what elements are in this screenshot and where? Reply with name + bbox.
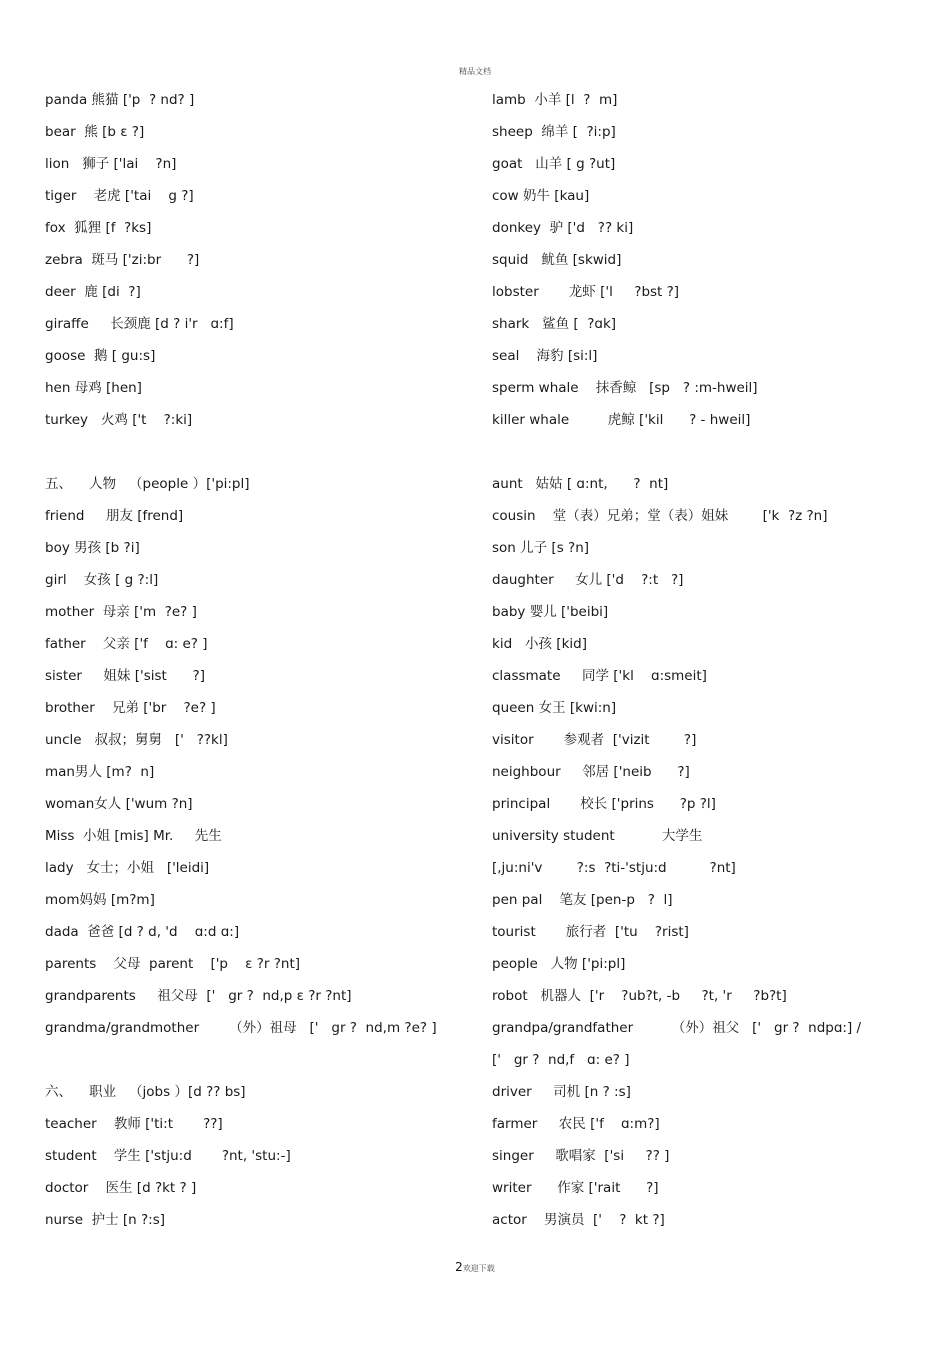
vocab-entry: fox 狐狸 [f ?ks] bbox=[45, 220, 152, 236]
vocab-entry: grandma/grandmother （外）祖母 [' gr ? nd,m ?e? ] bbox=[45, 1020, 437, 1036]
vocab-entry: Miss 小姐 [mis] Mr. 先生 bbox=[45, 828, 222, 844]
vocab-entry: mother 母亲 ['m ?e? ] bbox=[45, 604, 197, 620]
vocab-entry: sheep 绵羊 [ ?i:p] bbox=[492, 124, 616, 140]
vocab-entry: grandparents 祖父母 [' gr ? nd,p ε ?r ?nt] bbox=[45, 988, 352, 1004]
vocab-entry: lion 狮子 ['lai ?n] bbox=[45, 156, 177, 172]
vocab-entry: panda 熊猫 ['p ? nd? ] bbox=[45, 92, 195, 108]
vocab-entry: tourist 旅行者 ['tu ?rist] bbox=[492, 924, 689, 940]
vocab-entry: principal 校长 ['prins ?p ?l] bbox=[492, 796, 716, 812]
vocab-entry bbox=[45, 1048, 465, 1080]
vocab-entry: friend 朋友 [frend] bbox=[45, 508, 184, 524]
vocab-entry: robot 机器人 ['r ?ub?t, -b ?t, 'r ?b?t] bbox=[492, 988, 787, 1004]
vocab-entry: sister 姐妹 ['sist ?] bbox=[45, 668, 205, 684]
vocab-entry: goose 鹅 [ gu:s] bbox=[45, 348, 156, 364]
vocab-entry: kid 小孩 [kid] bbox=[492, 636, 587, 652]
page-number: 2 bbox=[455, 1260, 463, 1274]
vocab-entry: driver 司机 [n ? :s] bbox=[492, 1084, 631, 1100]
vocab-entry: bear 熊 [b ε ?] bbox=[45, 124, 145, 140]
vocab-entry: squid 鱿鱼 [skwid] bbox=[492, 252, 622, 268]
vocab-entry: singer 歌唱家 ['si ?? ] bbox=[492, 1148, 670, 1164]
vocab-entry: actor 男演员 [' ? kt ?] bbox=[492, 1212, 665, 1228]
vocab-entry: deer 鹿 [di ?] bbox=[45, 284, 141, 300]
vocab-entry: woman女人 ['wum ?n] bbox=[45, 796, 193, 812]
footer-text: 欢迎下载 bbox=[462, 1264, 495, 1273]
vocab-entry: father 父亲 ['f ɑ: e? ] bbox=[45, 636, 208, 652]
vocab-entry: killer whale 虎鲸 ['kil ? - hweil] bbox=[492, 412, 751, 428]
vocab-entry: neighbour 邻居 ['neib ?] bbox=[492, 764, 690, 780]
vocab-entry: classmate 同学 ['kl ɑ:smeit] bbox=[492, 668, 707, 684]
vocab-entry: 六、 职业 （jobs ）[d ?? bs] bbox=[45, 1084, 246, 1100]
page-footer bbox=[0, 1260, 950, 1274]
vocab-entry: uncle 叔叔；舅舅 [' ??kl] bbox=[45, 732, 228, 748]
left-vocabulary-column bbox=[45, 88, 465, 1240]
vocab-entry: 五、 人物 （people ）['pi:pl] bbox=[45, 476, 250, 492]
vocab-entry: girl 女孩 [ g ?:l] bbox=[45, 572, 159, 588]
vocab-entry: son 儿子 [s ?n] bbox=[492, 540, 590, 556]
vocab-entry: turkey 火鸡 ['t ?:ki] bbox=[45, 412, 193, 428]
vocab-entry: parents 父母 parent ['p ε ?r ?nt] bbox=[45, 956, 301, 972]
vocab-entry: teacher 教师 ['ti:t ??] bbox=[45, 1116, 223, 1132]
vocab-entry: people 人物 ['pi:pl] bbox=[492, 956, 626, 972]
vocab-entry: dada 爸爸 [d ? d, 'd ɑ:d ɑ:] bbox=[45, 924, 240, 940]
vocab-entry: nurse 护士 [n ?:s] bbox=[45, 1212, 166, 1228]
vocab-entry: lamb 小羊 [l ? m] bbox=[492, 92, 618, 108]
vocab-entry: aunt 姑姑 [ ɑ:nt, ? nt] bbox=[492, 476, 669, 492]
vocab-entry: donkey 驴 ['d ?? ki] bbox=[492, 220, 634, 236]
vocab-entry: visitor 参观者 ['vizit ?] bbox=[492, 732, 697, 748]
vocab-entry: doctor 医生 [d ?kt ? ] bbox=[45, 1180, 197, 1196]
vocab-entry: man男人 [m? n] bbox=[45, 764, 155, 780]
vocab-entry: zebra 斑马 ['zi:br ?] bbox=[45, 252, 200, 268]
vocab-entry: queen 女王 [kwi:n] bbox=[492, 700, 617, 716]
vocab-entry: boy 男孩 [b ?i] bbox=[45, 540, 140, 556]
vocab-entry: hen 母鸡 [hen] bbox=[45, 380, 142, 396]
vocab-entry bbox=[492, 440, 932, 472]
vocab-entry: grandpa/grandfather （外）祖父 [' gr ? ndpɑ:] / bbox=[492, 1020, 862, 1036]
vocab-entry: [,ju:ni'v ?:s ?ti-'stju:d ?nt] bbox=[492, 860, 736, 876]
vocab-entry: [' gr ? nd,f ɑ: e? ] bbox=[492, 1052, 630, 1068]
page-header: 精品文档 bbox=[459, 67, 491, 76]
vocab-entry: daughter 女儿 ['d ?:t ?] bbox=[492, 572, 684, 588]
right-vocabulary-column bbox=[492, 88, 932, 1240]
vocab-entry: seal 海豹 [si:l] bbox=[492, 348, 598, 364]
vocab-entry: student 学生 ['stju:d ?nt, 'stu:-] bbox=[45, 1148, 291, 1164]
vocab-entry: writer 作家 ['rait ?] bbox=[492, 1180, 659, 1196]
vocab-entry: mom妈妈 [m?m] bbox=[45, 892, 155, 908]
vocab-entry: lobster 龙虾 ['l ?bst ?] bbox=[492, 284, 680, 300]
vocab-entry: pen pal 笔友 [pen-p ? l] bbox=[492, 892, 673, 908]
vocab-entry: baby 婴儿 ['beibi] bbox=[492, 604, 609, 620]
vocab-entry: farmer 农民 ['f ɑ:m?] bbox=[492, 1116, 660, 1132]
vocab-entry: shark 鲨鱼 [ ?ɑk] bbox=[492, 316, 617, 332]
vocab-entry: sperm whale 抹香鲸 [sp ? :m-hweil] bbox=[492, 380, 758, 396]
vocab-entry: university student 大学生 bbox=[492, 828, 703, 844]
vocab-entry: tiger 老虎 ['tai g ?] bbox=[45, 188, 194, 204]
vocab-entry: giraffe 长颈鹿 [d ? i'r ɑ:f] bbox=[45, 316, 234, 332]
vocab-entry bbox=[45, 440, 465, 472]
vocab-entry: cousin 堂（表）兄弟；堂（表）姐妹 ['k ?z ?n] bbox=[492, 508, 828, 524]
vocab-entry: lady 女士；小姐 ['leidi] bbox=[45, 860, 210, 876]
vocab-entry: brother 兄弟 ['br ?e? ] bbox=[45, 700, 216, 716]
vocab-entry: cow 奶牛 [kau] bbox=[492, 188, 590, 204]
vocab-entry: goat 山羊 [ g ?ut] bbox=[492, 156, 616, 172]
